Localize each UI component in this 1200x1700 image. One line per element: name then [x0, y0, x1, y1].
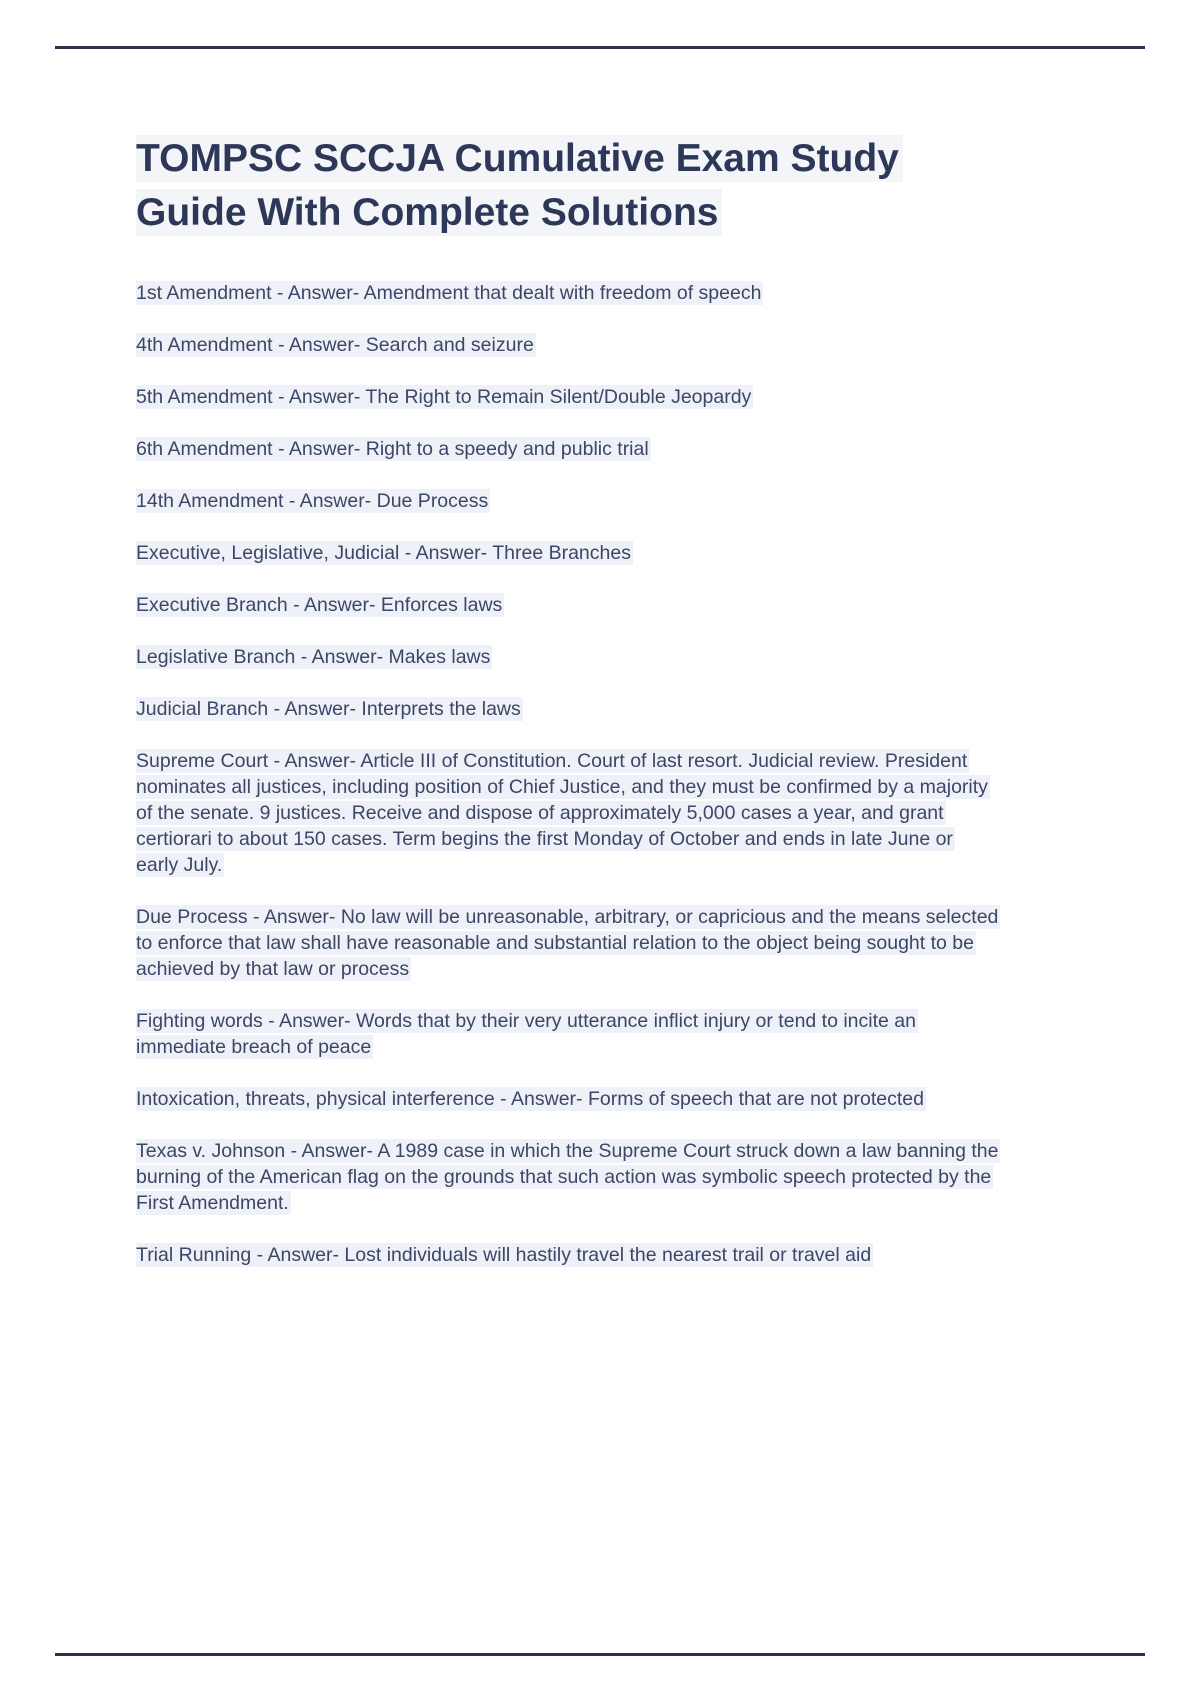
study-item	[136, 332, 1000, 358]
study-item	[136, 644, 1000, 670]
study-item	[136, 384, 1000, 410]
study-item-text: Legislative Branch - Answer- Makes laws	[136, 646, 491, 668]
study-item-text: 5th Amendment - Answer- The Right to Remain Silent/Double Jeopardy	[136, 386, 752, 408]
study-item	[136, 696, 1000, 722]
study-item	[136, 904, 1000, 982]
study-item	[136, 436, 1000, 462]
study-item-text: Executive, Legislative, Judicial - Answer- Three Branches	[136, 542, 631, 564]
study-item	[136, 280, 1000, 306]
study-item	[136, 488, 1000, 514]
study-item-text: Texas v. Johnson - Answer- A 1989 case in which the Supreme Court struck down a law banning the burning of the American flag on the grounds that such action was symbolic speech protected by the First Amendment.	[136, 1140, 999, 1214]
bottom-divider	[55, 1653, 1145, 1656]
study-item	[136, 540, 1000, 566]
study-item-text: 1st Amendment - Answer- Amendment that dealt with freedom of speech	[136, 282, 762, 304]
study-item	[136, 748, 1000, 878]
study-item-text: Supreme Court - Answer- Article III of Constitution. Court of last resort. Judicial review. President nominates all justices, including position of Chief Justice, and they must be confirmed by a majority of the senate. 9 justices. Receive and dispose of approximately 5,000 cases a year, and grant certiorari to about 150 cases. Term begins the first Monday of October and ends in late June or early July.	[136, 750, 988, 876]
study-item-text: Due Process - Answer- No law will be unreasonable, arbitrary, or capricious and the means selected to enforce that law shall have reasonable and substantial relation to the object being sought to be achieved by that law or process	[136, 906, 999, 980]
study-item	[136, 1138, 1000, 1216]
study-item-text: Executive Branch - Answer- Enforces laws	[136, 594, 503, 616]
study-item-text: Fighting words - Answer- Words that by their very utterance inflict injury or tend to incite an immediate breach of peace	[136, 1010, 916, 1058]
study-item-text: 4th Amendment - Answer- Search and seizure	[136, 334, 534, 356]
study-item-text: 14th Amendment - Answer- Due Process	[136, 490, 489, 512]
page-title-text: TOMPSC SCCJA Cumulative Exam Study Guide With Complete Solutions	[136, 135, 903, 236]
document-content	[136, 132, 1000, 1294]
page-title	[136, 132, 1000, 240]
study-item-text: Trial Running - Answer- Lost individuals will hastily travel the nearest trail or travel aid	[136, 1244, 872, 1266]
study-item-text: Intoxication, threats, physical interference - Answer- Forms of speech that are not protected	[136, 1088, 924, 1110]
study-item-text: Judicial Branch - Answer- Interprets the laws	[136, 698, 521, 720]
study-item	[136, 1242, 1000, 1268]
study-item-text: 6th Amendment - Answer- Right to a speedy and public trial	[136, 438, 649, 460]
study-items-list	[136, 280, 1000, 1268]
top-divider	[55, 46, 1145, 49]
study-item	[136, 592, 1000, 618]
study-item	[136, 1086, 1000, 1112]
study-item	[136, 1008, 1000, 1060]
